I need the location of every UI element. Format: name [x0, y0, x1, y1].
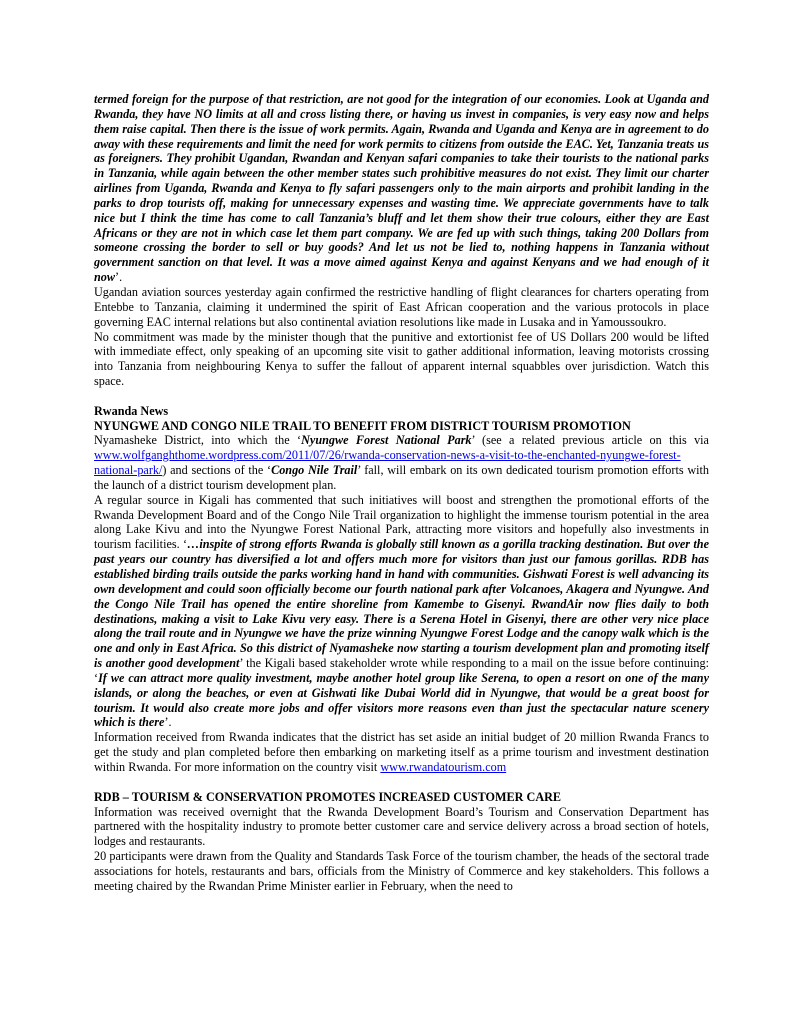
spacer [94, 389, 709, 404]
aviation-paragraph: Ugandan aviation sources yesterday again confirmed the restrictive handling of flight clearances for charters operating from Entebbe to Tanzania, claiming it undermined the spirit of East African cooperation and the various protocols in place governing EAC internal relations but also continental aviation resolutions like made in Lusaka and in Yamoussoukro. [94, 284, 709, 329]
document-page [94, 92, 709, 894]
intro-quote-end: ’. [115, 270, 123, 285]
rwandatourism-link[interactable]: www.rwandatourism.com [380, 759, 507, 774]
section-label: Rwanda News [94, 403, 169, 418]
article1-paragraph-1: Nyamasheke District, into which the ‘Nyungwe Forest National Park’ (see a related previous article on this via www.wolfganghthome.wordpress.com/2011/07/26/rwanda-conservation-news-a-visit-to-the-enchanted-nyungwe-forest-national-park/) and sections of the ‘Congo Nile Trail’ fall, will embark on its own dedicated tourism promotion efforts with the launch of a district tourism development plan. [94, 433, 709, 492]
commitment-paragraph: No commitment was made by the minister though that the punitive and extortionist fee of US Dollars 200 would be lifted with immediate effect, only speaking of an upcoming site visit to gather additional information, leaving motorists crossing into Tanzania from neighbouring Kenya to suffer the fallout of apparent internal squabbles over jurisdiction. Watch this space. [94, 329, 709, 389]
spacer [94, 775, 709, 790]
stakeholder-quote-1: …inspite of strong efforts Rwanda is globally still known as a gorilla tracking destination. But over the past years our country has diversified a lot and offers much more for visitors than just our famous gorillas. RDB has established birding trails outside the parks working hand in hand with communities. Gishwati Forest is well advancing its own development and could soon officially become our fourth national park after Volcanoes, Akagera and Nyungwe. And the Congo Nile Trail has opened the entire shoreline from Kamembe to Gisenyi. RwandAir now flies daily to both destinations, making a visit to Lake Kivu very easy. There is a Serena Hotel in Gisenyi, there are other very nice place along the trail route and in Nyungwe we have the prize winning Nyungwe Forest Lodge and the canopy walk which is the one and only in East Africa. So this district of Nyamasheke now starting a tourism development plan and promoting itself is another good development [94, 537, 709, 671]
article1-paragraph-2: A regular source in Kigali has commented that such initiatives will boost and strengthen the promotional efforts of the Rwanda Development Board and of the Congo Nile Trail organization to highlight the immense tourism potential in the area along Lake Kivu and into the Nyungwe Forest National Park, attracting more visitors and hopefully also investments in tourism facilities. ‘…inspite of strong efforts Rwanda is globally still known as a gorilla tracking destination. But over the past years our country has diversified a lot and offers much more for visitors than just our famous gorillas. RDB has established birding trails outside the parks working hand in hand with communities. Gishwati Forest is well advancing its own development and could soon officially become our fourth national park after Volcanoes, Akagera and Nyungwe. And the Congo Nile Trail has opened the entire shoreline from Kamembe to Gisenyi. RwandAir now flies daily to both destinations, making a visit to Lake Kivu very easy. There is a Serena Hotel in Gisenyi, there are other very nice place along the trail route and in Nyungwe we have the prize winning Nyungwe Forest Lodge and the canopy walk which is the one and only in East Africa. So this district of Nyamasheke now starting a tourism development plan and promoting itself is another good development’ the Kigali based stakeholder wrote while responding to a mail on the issue before continuing: ‘If we can attract more quality investment, maybe another hotel group like Serena, to open a resort on one of the many islands, or along the beaches, or even at Gishwati like Dubai World did in Nyungwe, that would be a great boost for tourism. It would also create more jobs and offer visitors more reasons even than just the spectacular nature scenery which is there’. [94, 492, 709, 730]
article2-headline: RDB – TOURISM & CONSERVATION PROMOTES INCREASED CUSTOMER CARE [94, 789, 562, 804]
stakeholder-quote-2: If we can attract more quality investment, maybe another hotel group like Serena, to open a resort on one of the many islands, or along the beaches, or even at Gishwati like Dubai World did in Nyungwe, that would be a great boost for tourism. It would also create more jobs and offer visitors more reasons even than just the spectacular nature scenery which is there [94, 670, 709, 730]
intro-quote-paragraph [94, 92, 709, 285]
intro-quote: termed foreign for the purpose of that restriction, are not good for the integration of our economies. Look at Uganda and Rwanda, they have NO limits at all and cross listing there, or having us invest in companies, is very easy now and helps them raise capital. Then there is the issue of work permits. Again, Rwanda and Uganda and Kenya are in agreement to do away with these requirements and limit the need for work permits to citizens from outside the EAC. Yet, Tanzania treats us as foreigners. They prohibit Ugandan, Rwandan and Kenyan safari companies to take their tourists to the national parks in Tanzania, while again between the other member states such prohibitive measures do not exist. They limit our charter airlines from Uganda, Rwanda and Kenya to fly safari passengers only to the main airports and prohibit landing in the parks to drop tourists off, making for unnecessary expenses and wasting time. We appreciate governments have to talk nice but I think the time has come to call Tanzania’s bluff and let them show their true colours, either they are East Africans or they are not in which case let them part company. We are fed up with such things, taking 200 Dollars from someone crossing the border to sell or buy goods? And let us not be lied to, nothing happens in Tanzania without government sanction on that level. It was a move aimed against Kenya and against Kenyans and we had enough of it now [94, 92, 709, 285]
article1-headline: NYUNGWE AND CONGO NILE TRAIL TO BENEFIT FROM DISTRICT TOURISM PROMOTION [94, 418, 631, 433]
park-name: Nyungwe Forest National Park [301, 433, 472, 448]
trail-name: Congo Nile Trail [271, 463, 358, 478]
article2-paragraph-2: 20 participants were drawn from the Quality and Standards Task Force of the tourism chamber, the heads of the sectoral trade associations for hotels, restaurants and bars, officials from the Ministry of Commerce and key stakeholders. This follows a meeting chaired by the Rwandan Prime Minister earlier in February, when the need to [94, 849, 709, 893]
wordpress-link[interactable]: www.wolfganghthome.wordpress.com/2011/07/26/rwanda-conservation-news-a-visit-to-the-enchanted-nyungwe-forest-national-park/ [94, 448, 681, 478]
article1-paragraph-3: Information received from Rwanda indicates that the district has set aside an initial budget of 20 million Rwanda Francs to get the study and plan completed before then embarking on marketing itself as a prime tourism and investment destination within Rwanda. For more information on the country visit www.rwandatourism.com [94, 730, 709, 774]
article2-paragraph-1: Information was received overnight that the Rwanda Development Board’s Tourism and Conservation Department has partnered with the hospitality industry to promote better customer care and service delivery across a broad section of hotels, lodges and restaurants. [94, 804, 709, 849]
